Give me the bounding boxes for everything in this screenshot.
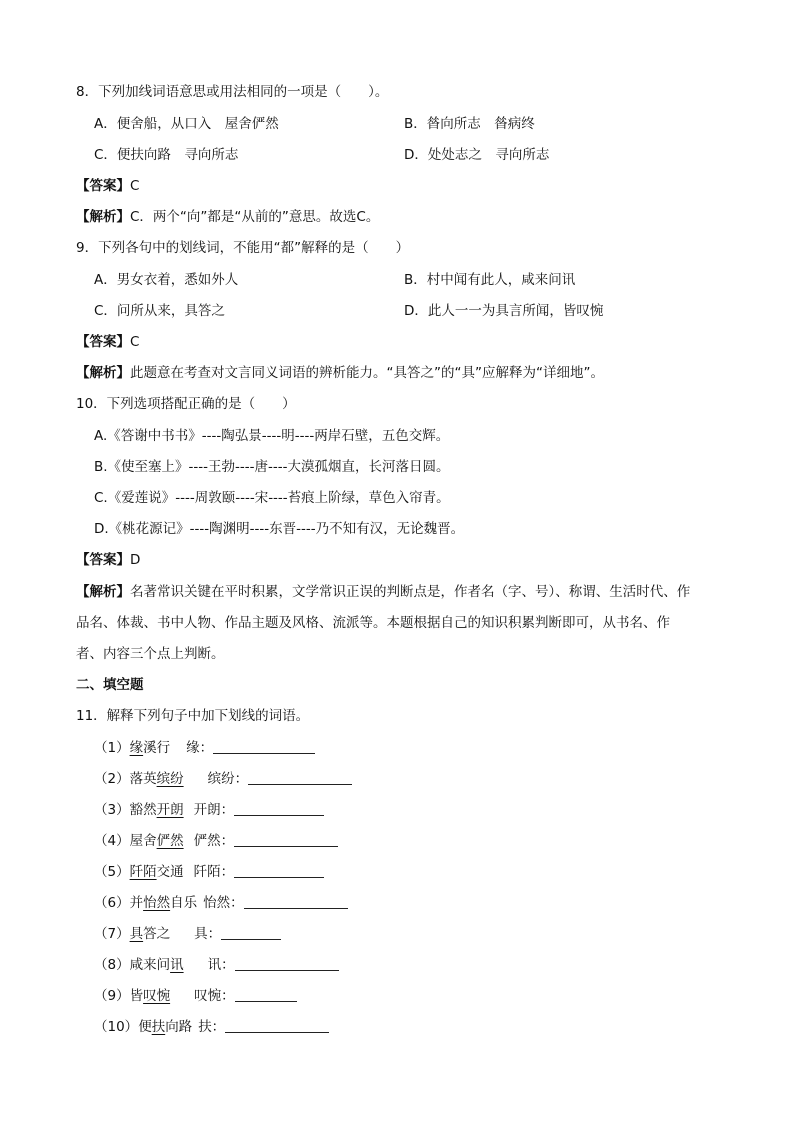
fill-item [94, 831, 338, 851]
fill-item [94, 1017, 329, 1037]
q9-answer [76, 332, 139, 352]
item-number: （8） [94, 957, 130, 973]
analysis-text-line-2: 品名、体裁、书中人物、作品主题及风格、流派等。本题根据自己的知识积累判断即可，从书名、作 [76, 615, 670, 631]
item-number: （7） [94, 926, 130, 942]
q10-option-d: D.《桃花源记》----陶渊明----东晋----乃不知有汉，无论魏晋。 [94, 521, 465, 537]
analysis-text-line-1: 名著常识关键在平时积累，文学常识正误的判断点是，作者名（字、号）、称谓、生活时代、作 [130, 584, 691, 600]
fill-item [94, 986, 297, 1006]
analysis-text-line-3: 者、内容三个点上判断。 [76, 646, 225, 662]
underlined-word: 开朗 [156, 802, 184, 818]
q10-stem: 10．下列选项搭配正确的是（ ） [76, 396, 296, 412]
item-text: 豁然 [129, 802, 157, 818]
answer-blank[interactable] [235, 956, 339, 971]
fill-item [94, 924, 281, 944]
item-number: （1） [94, 740, 130, 756]
fill-item [94, 893, 348, 913]
underlined-word: 俨然 [156, 833, 184, 849]
fill-item [94, 955, 339, 975]
item-gloss: 开朗： [193, 802, 235, 818]
answer-label: 【答案】 [76, 178, 130, 194]
q8-stem: 8．下列加线词语意思或用法相同的一项是（ ）。 [76, 84, 389, 100]
answer-blank[interactable] [234, 801, 324, 816]
answer-value: C [130, 334, 140, 350]
q8-option-c: C．便扶向路 寻向所志 [94, 147, 239, 163]
answer-value: C [130, 178, 140, 194]
underlined-word: 讯 [170, 957, 184, 973]
answer-blank[interactable] [248, 770, 352, 785]
analysis-text: C．两个“向”都是“从前的”意思。故选C。 [130, 209, 380, 225]
item-number: （3） [94, 802, 130, 818]
q9-analysis [76, 363, 604, 383]
fill-item [94, 862, 324, 882]
answer-blank[interactable] [213, 739, 315, 754]
item-gloss: 阡陌： [193, 864, 235, 880]
underlined-word: 阡陌 [129, 864, 157, 880]
q9-stem: 9．下列各句中的划线词，不能用“都”解释的是（ ） [76, 240, 410, 256]
item-number: （5） [94, 864, 130, 880]
underlined-word: 怡然 [143, 895, 171, 911]
item-gloss: 具： [194, 926, 222, 942]
q8-option-b: B．㫺向所志 㫺病终 [404, 116, 535, 132]
q8-option-d: D．处处志之 寻向所志 [404, 147, 550, 163]
item-number: （9） [94, 988, 130, 1004]
answer-blank[interactable] [225, 1018, 329, 1033]
item-number: （4） [94, 833, 130, 849]
item-gloss: 俨然： [193, 833, 235, 849]
q9-option-a: A．男女衣着，悉如外人 [94, 272, 239, 288]
q9-option-d: D．此人一一为具言所闻，皆叹惋 [404, 303, 604, 319]
answer-blank[interactable] [221, 925, 281, 940]
q9-option-c: C．问所从来，具答之 [94, 303, 225, 319]
q10-analysis [76, 582, 690, 602]
item-text: 皆 [129, 988, 144, 1004]
q10-option-b: B.《使至塞上》----王勃----唐----大漠孤烟直，长河落日圆。 [94, 459, 450, 475]
analysis-text: 此题意在考查对文言同义词语的辨析能力。“具答之”的“具”应解释为“详细地”。 [130, 365, 604, 381]
q10-answer [76, 550, 140, 570]
fill-item [94, 769, 352, 789]
underlined-word: 缤纷 [156, 771, 184, 787]
answer-label: 【答案】 [76, 334, 130, 350]
answer-blank[interactable] [244, 894, 348, 909]
q8-analysis [76, 207, 379, 227]
q8-answer [76, 176, 139, 196]
item-text: 答之 [143, 926, 171, 942]
answer-label: 【答案】 [76, 552, 130, 568]
underlined-word: 扶 [151, 1019, 166, 1035]
analysis-label: 【解析】 [76, 365, 130, 381]
answer-blank[interactable] [235, 987, 297, 1002]
item-gloss: 缤纷： [207, 771, 249, 787]
q8-option-a: A．便舍船，从口入 屋舍俨然 [94, 116, 279, 132]
answer-blank[interactable] [234, 863, 324, 878]
item-text: 咸来问 [129, 957, 171, 973]
underlined-word: 缘 [129, 740, 144, 756]
item-text: 落英 [129, 771, 157, 787]
analysis-label: 【解析】 [76, 584, 130, 600]
item-text: 屋舍 [129, 833, 157, 849]
item-text: 交通 [156, 864, 184, 880]
item-number: （10） [94, 1019, 139, 1035]
item-gloss: 叹惋： [194, 988, 235, 1004]
q9-option-b: B．村中闻有此人，咸来问讯 [404, 272, 576, 288]
item-gloss: 讯： [207, 957, 235, 973]
underlined-word: 具 [129, 926, 144, 942]
answer-blank[interactable] [234, 832, 338, 847]
item-text: 自乐 [170, 895, 198, 911]
answer-value: D [130, 552, 141, 568]
item-text: 并 [129, 895, 144, 911]
item-gloss: 扶： [198, 1019, 226, 1035]
item-number: （6） [94, 895, 130, 911]
item-text: 便 [138, 1019, 152, 1035]
fill-item [94, 800, 324, 820]
item-text: 溪行 [143, 740, 171, 756]
item-number: （2） [94, 771, 130, 787]
item-gloss: 怡然： [203, 895, 244, 911]
section-title: 二、填空题 [76, 677, 144, 693]
item-gloss: 缘： [186, 740, 214, 756]
q10-option-c: C.《爱莲说》----周敦颐----宋----苔痕上阶绿，草色入帘青。 [94, 490, 450, 506]
underlined-word: 叹惋 [143, 988, 171, 1004]
q11-stem: 11．解释下列句子中加下划线的词语。 [76, 708, 310, 724]
fill-item [94, 738, 315, 758]
item-text: 向路 [165, 1019, 193, 1035]
q10-option-a: A.《答谢中书书》----陶弘景----明----两岸石壁，五色交辉。 [94, 428, 450, 444]
analysis-label: 【解析】 [76, 209, 130, 225]
